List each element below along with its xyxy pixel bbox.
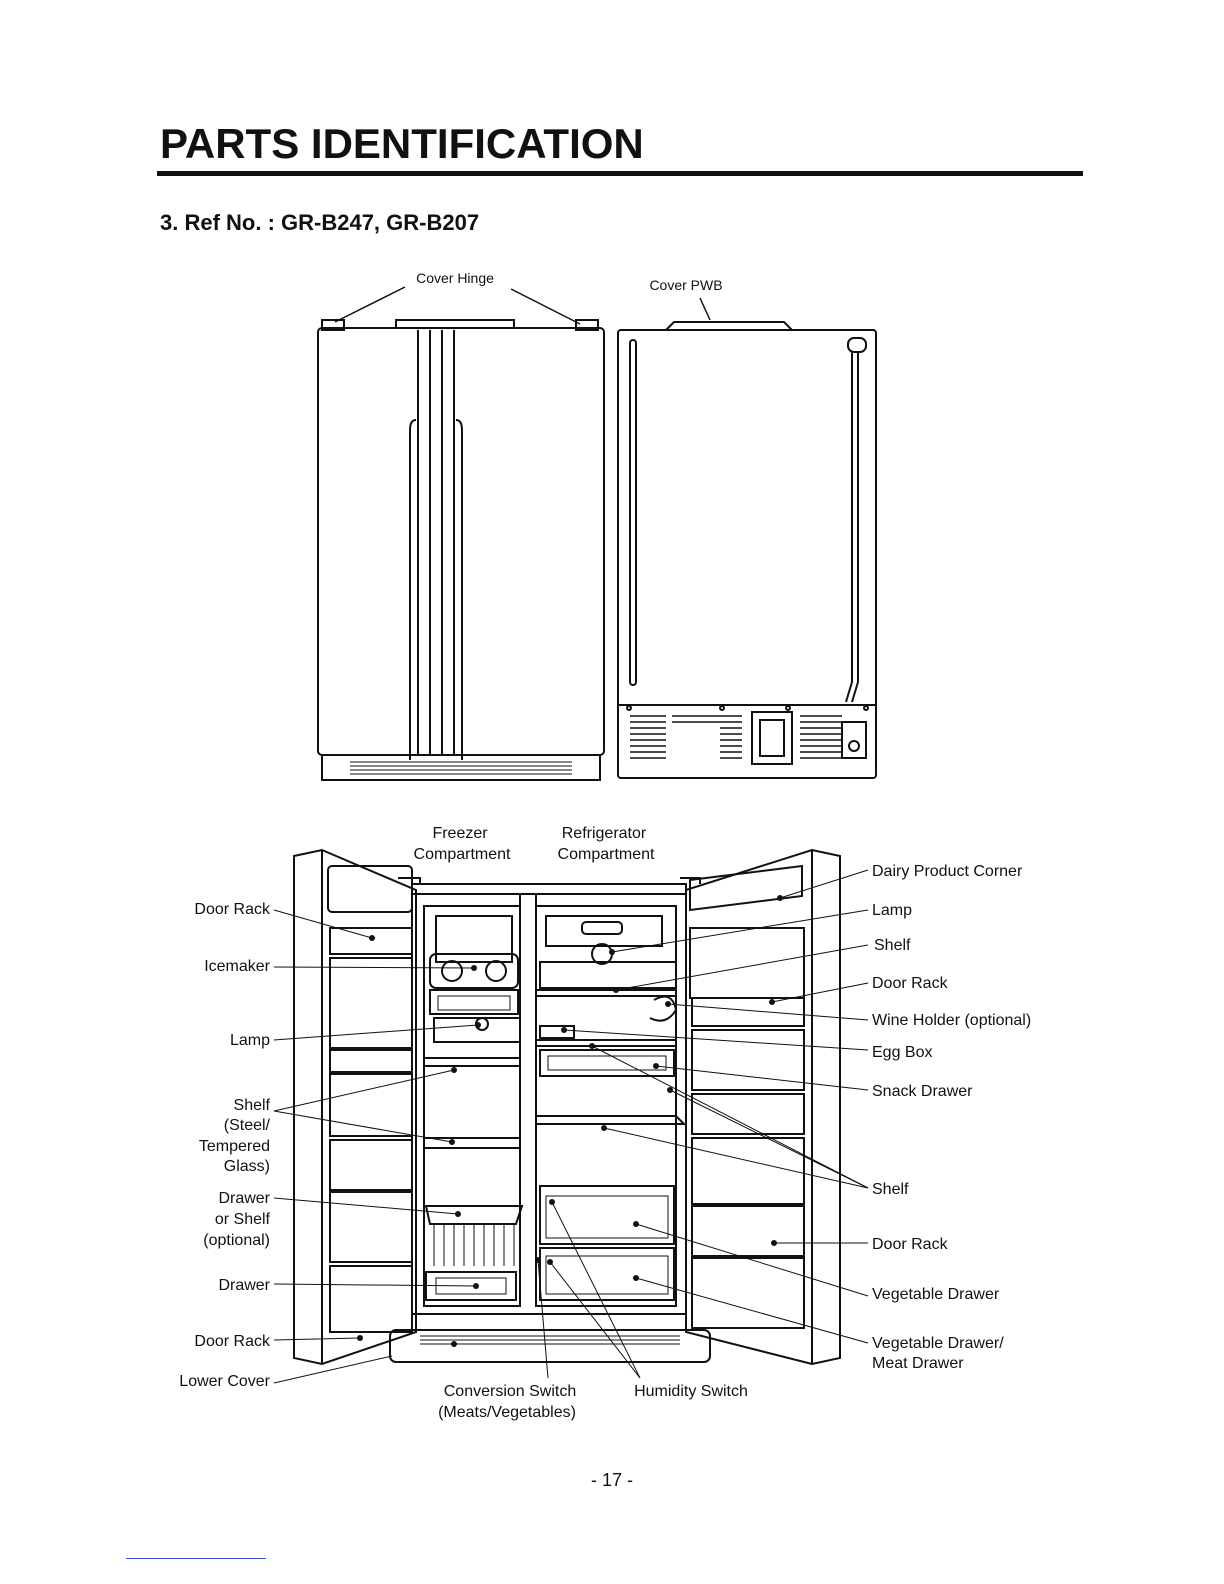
label-freezer-line2: Compartment [413, 846, 511, 863]
label-snack-drawer: Snack Drawer [872, 1083, 973, 1100]
label-door-rack-left-bottom: Door Rack [194, 1333, 270, 1350]
page-title: PARTS IDENTIFICATION [160, 120, 644, 167]
label-shelf-left-2: (Steel/ [223, 1117, 270, 1134]
open-view-fridge [294, 850, 840, 1364]
label-lower-cover: Lower Cover [179, 1373, 270, 1390]
label-door-rack-left-top: Door Rack [194, 901, 270, 918]
label-cover-pwb: Cover PWB [649, 277, 723, 293]
label-icemaker: Icemaker [204, 958, 270, 975]
label-dairy-corner: Dairy Product Corner [872, 863, 1023, 880]
label-shelf-left-1: Shelf [233, 1097, 270, 1114]
section-heading: 3. Ref No. : GR-B247, GR-B207 [160, 210, 480, 235]
label-cover-hinge: Cover Hinge [416, 270, 494, 286]
rear-view-fridge [618, 322, 876, 778]
label-conversion-switch-1: Conversion Switch [443, 1383, 577, 1400]
label-fridge-line1: Refrigerator [561, 825, 647, 842]
label-shelf-right: Shelf [872, 1181, 909, 1198]
label-lamp-right: Lamp [872, 902, 913, 919]
label-shelf-left-3: Tempered [198, 1138, 270, 1155]
label-wine-holder: Wine Holder (optional) [872, 1012, 1032, 1029]
front-view-fridge [318, 320, 604, 780]
label-door-rack-right-bottom: Door Rack [872, 1236, 948, 1253]
label-door-rack-right-top: Door Rack [872, 975, 948, 992]
label-fridge-line2: Compartment [557, 846, 655, 863]
label-egg-box: Egg Box [872, 1044, 933, 1061]
label-drawer-left: Drawer [218, 1277, 270, 1294]
label-veg-meat-drawer-1: Vegetable Drawer/ [872, 1335, 1004, 1352]
label-drawer-shelf-2: or Shelf [214, 1211, 270, 1228]
label-veg-meat-drawer-2: Meat Drawer [872, 1355, 964, 1372]
label-shelf-left-4: Glass) [223, 1158, 270, 1175]
label-freezer-line1: Freezer [432, 825, 488, 842]
label-vegetable-drawer: Vegetable Drawer [872, 1286, 1000, 1303]
label-humidity-switch: Humidity Switch [634, 1383, 748, 1400]
label-conversion-switch-2: (Meats/Vegetables) [438, 1404, 576, 1421]
footer-line [126, 1558, 266, 1559]
label-drawer-shelf-3: (optional) [203, 1232, 270, 1249]
label-shelf-right-top: Shelf [874, 937, 911, 954]
label-lamp-left: Lamp [229, 1032, 270, 1049]
label-drawer-shelf-1: Drawer [218, 1190, 270, 1207]
page-number: - 17 - [590, 1470, 633, 1490]
